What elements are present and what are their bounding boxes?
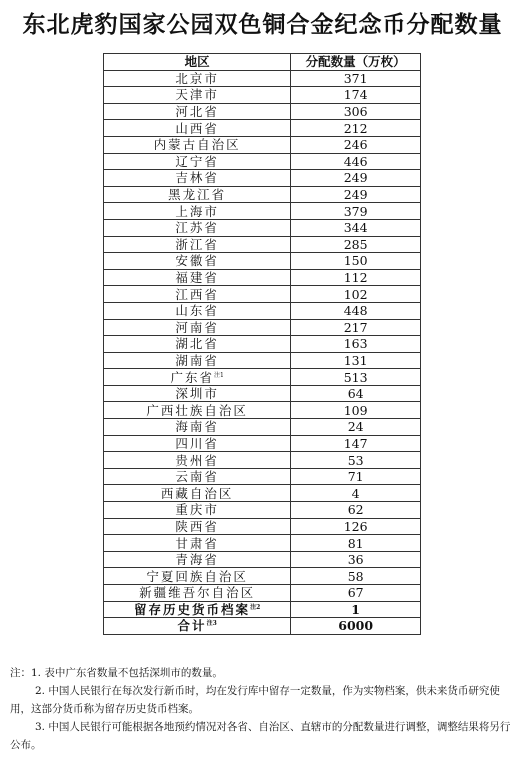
footnote-marker: 注3 — [206, 620, 217, 628]
region-name: 江西省 — [175, 286, 219, 302]
quantity-cell: 1 — [291, 601, 421, 618]
region-name: 留存历史货币档案 — [134, 601, 251, 617]
region-cell — [104, 153, 291, 170]
footnote-3: 3. 中国人民银行可能根据各地预约情况对各省、自治区、直辖市的分配数量进行调整，调整结果将另行公布。 — [10, 721, 511, 751]
region-cell — [104, 419, 291, 436]
region-name: 福建省 — [175, 270, 219, 286]
table-row — [104, 120, 421, 137]
footnote-marker: 注1 — [214, 371, 224, 379]
table-row — [104, 203, 421, 220]
table-row — [104, 402, 421, 419]
quantity-cell: 174 — [291, 87, 421, 104]
quantity-cell: 53 — [291, 452, 421, 469]
region-name: 青海省 — [175, 552, 219, 568]
region-name: 山东省 — [175, 303, 219, 319]
region-cell — [104, 286, 291, 303]
region-name: 重庆市 — [175, 502, 219, 518]
table-row — [104, 253, 421, 270]
quantity-cell: 217 — [291, 319, 421, 336]
table-row — [104, 585, 421, 602]
region-name: 甘肃省 — [175, 535, 219, 551]
region-cell — [104, 385, 291, 402]
quantity-cell: 306 — [291, 103, 421, 120]
region-cell — [104, 601, 291, 618]
region-name: 宁夏回族自治区 — [146, 568, 248, 584]
region-cell — [104, 369, 291, 386]
footnote-marker: 注2 — [250, 603, 261, 611]
quantity-cell: 67 — [291, 585, 421, 602]
table-row — [104, 468, 421, 485]
table-row — [104, 236, 421, 253]
region-name: 内蒙古自治区 — [153, 137, 241, 153]
table-row — [104, 535, 421, 552]
column-header-quantity: 分配数量（万枚） — [291, 54, 421, 71]
region-name: 广东省 — [170, 369, 214, 385]
table-row — [104, 618, 421, 635]
region-name: 辽宁省 — [175, 153, 219, 169]
region-name: 云南省 — [175, 469, 219, 485]
quantity-cell: 371 — [291, 70, 421, 87]
quantity-cell: 109 — [291, 402, 421, 419]
region-cell — [104, 352, 291, 369]
table-row — [104, 502, 421, 519]
quantity-cell: 126 — [291, 518, 421, 535]
region-name: 广西壮族自治区 — [146, 402, 248, 418]
quantity-cell: 64 — [291, 385, 421, 402]
region-cell — [104, 452, 291, 469]
footnote-1: 注：1. 表中广东省数量不包括深圳市的数量。 — [10, 667, 223, 679]
region-cell — [104, 302, 291, 319]
region-cell — [104, 236, 291, 253]
quantity-cell: 344 — [291, 219, 421, 236]
table-row — [104, 419, 421, 436]
region-cell — [104, 186, 291, 203]
region-cell — [104, 502, 291, 519]
region-cell — [104, 485, 291, 502]
quantity-cell: 6000 — [291, 618, 421, 635]
page-title: 东北虎豹国家公园双色铜合金纪念币分配数量 — [22, 11, 503, 38]
region-name: 吉林省 — [175, 170, 219, 186]
table-header-row — [104, 54, 421, 71]
region-cell — [104, 551, 291, 568]
region-name: 安徽省 — [175, 253, 219, 269]
quantity-cell: 249 — [291, 186, 421, 203]
region-name: 黑龙江省 — [168, 187, 227, 203]
table-row — [104, 136, 421, 153]
region-cell — [104, 535, 291, 552]
region-cell — [104, 568, 291, 585]
table-row — [104, 369, 421, 386]
region-name: 上海市 — [175, 203, 219, 219]
region-name: 西藏自治区 — [160, 485, 234, 501]
quantity-cell: 513 — [291, 369, 421, 386]
quantity-cell: 36 — [291, 551, 421, 568]
quantity-cell: 163 — [291, 336, 421, 353]
quantity-cell: 448 — [291, 302, 421, 319]
region-name: 山西省 — [175, 120, 219, 136]
region-cell — [104, 435, 291, 452]
table-row — [104, 568, 421, 585]
table-row — [104, 186, 421, 203]
region-name: 河北省 — [175, 104, 219, 120]
table-row — [104, 219, 421, 236]
region-cell — [104, 170, 291, 187]
region-cell — [104, 120, 291, 137]
table-row — [104, 452, 421, 469]
quantity-cell: 112 — [291, 269, 421, 286]
quantity-cell: 147 — [291, 435, 421, 452]
table-row — [104, 319, 421, 336]
region-cell — [104, 269, 291, 286]
region-cell — [104, 518, 291, 535]
quantity-cell: 102 — [291, 286, 421, 303]
table-row — [104, 551, 421, 568]
region-cell — [104, 585, 291, 602]
region-cell — [104, 468, 291, 485]
region-cell — [104, 618, 291, 635]
table-row — [104, 70, 421, 87]
table-row — [104, 87, 421, 104]
table-row — [104, 103, 421, 120]
region-name: 贵州省 — [175, 452, 219, 468]
quantity-cell: 212 — [291, 120, 421, 137]
region-cell — [104, 203, 291, 220]
column-header-region: 地区 — [104, 54, 291, 71]
table-row — [104, 485, 421, 502]
quantity-cell: 246 — [291, 136, 421, 153]
table-row — [104, 352, 421, 369]
region-cell — [104, 402, 291, 419]
region-cell — [104, 70, 291, 87]
quantity-cell: 249 — [291, 170, 421, 187]
table-row — [104, 518, 421, 535]
region-cell — [104, 103, 291, 120]
quantity-cell: 379 — [291, 203, 421, 220]
table-row — [104, 336, 421, 353]
quantity-cell: 81 — [291, 535, 421, 552]
region-name: 河南省 — [175, 319, 219, 335]
region-name: 深圳市 — [175, 386, 219, 402]
region-cell — [104, 87, 291, 104]
quantity-cell: 131 — [291, 352, 421, 369]
region-name: 浙江省 — [175, 236, 219, 252]
quantity-cell: 58 — [291, 568, 421, 585]
table-row — [104, 601, 421, 618]
quantity-cell: 62 — [291, 502, 421, 519]
region-name: 海南省 — [175, 419, 219, 435]
quantity-cell: 71 — [291, 468, 421, 485]
region-name: 湖南省 — [175, 352, 219, 368]
table-row — [104, 269, 421, 286]
region-cell — [104, 336, 291, 353]
region-name: 天津市 — [175, 87, 219, 103]
region-name: 北京市 — [175, 70, 219, 86]
table-row — [104, 385, 421, 402]
region-name: 湖北省 — [175, 336, 219, 352]
region-name: 合计 — [177, 618, 207, 634]
footnotes — [10, 664, 520, 754]
footnote-2: 2. 中国人民银行在每次发行新币时，均在发行库中留存一定数量，作为实物档案，供未来货币研究使用，这部分货币称为留存历史货币档案。 — [10, 685, 500, 715]
distribution-table — [103, 53, 421, 635]
quantity-cell: 446 — [291, 153, 421, 170]
region-cell — [104, 219, 291, 236]
table-body — [104, 70, 421, 634]
quantity-cell: 4 — [291, 485, 421, 502]
region-cell — [104, 253, 291, 270]
table-row — [104, 153, 421, 170]
region-name: 江苏省 — [175, 220, 219, 236]
region-name: 新疆维吾尔自治区 — [139, 585, 256, 601]
table-row — [104, 286, 421, 303]
quantity-cell: 150 — [291, 253, 421, 270]
quantity-cell: 285 — [291, 236, 421, 253]
region-name: 陕西省 — [175, 518, 219, 534]
region-cell — [104, 319, 291, 336]
table-row — [104, 170, 421, 187]
region-cell — [104, 136, 291, 153]
table-row — [104, 435, 421, 452]
quantity-cell: 24 — [291, 419, 421, 436]
region-name: 四川省 — [175, 435, 219, 451]
table-row — [104, 302, 421, 319]
